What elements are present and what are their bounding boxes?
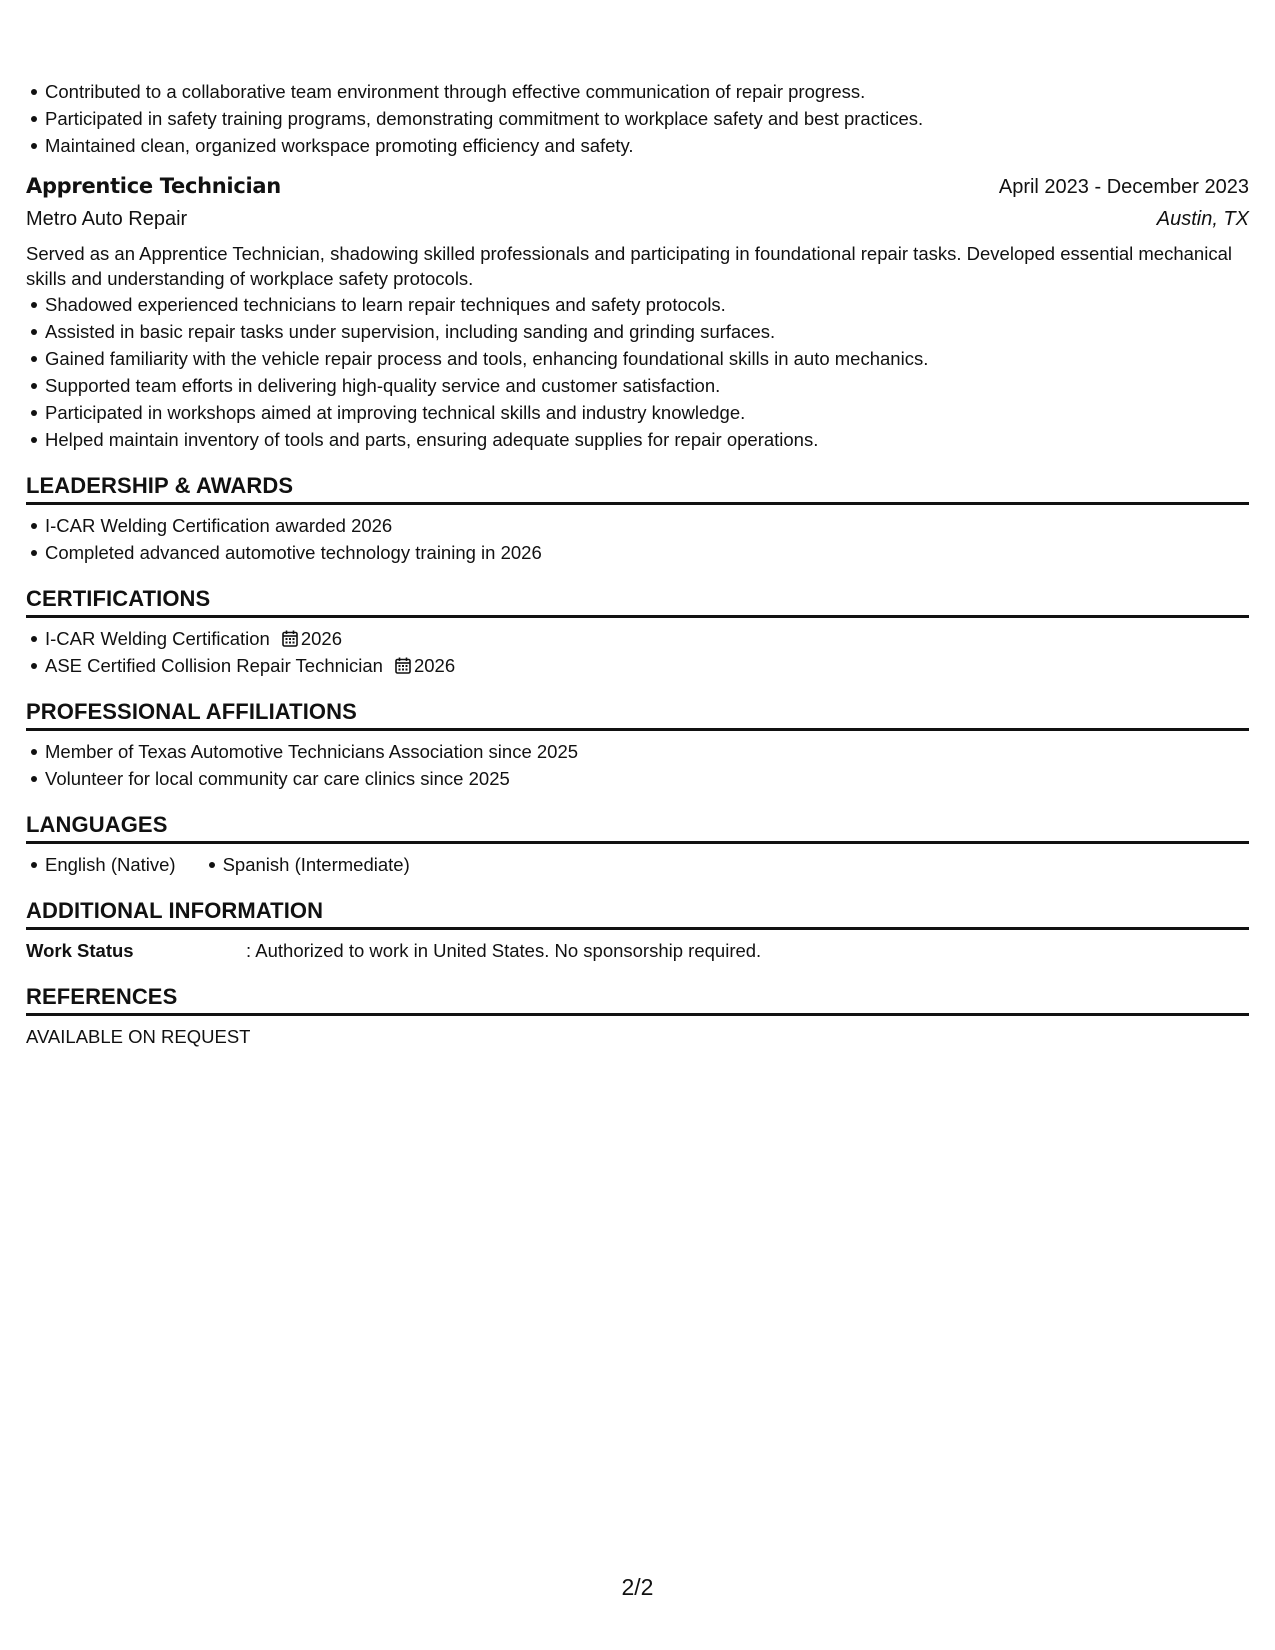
list-item: Volunteer for local community car care clinics since 2025 bbox=[26, 765, 1249, 792]
affiliations-section bbox=[26, 698, 1249, 792]
certification-name: I-CAR Welding Certification bbox=[45, 628, 270, 649]
references-section bbox=[26, 983, 1249, 1050]
job-header bbox=[26, 171, 1249, 202]
previous-job-bullets bbox=[26, 78, 1249, 159]
section-title: CERTIFICATIONS bbox=[26, 585, 1249, 618]
job-title: Apprentice Technician bbox=[26, 174, 281, 198]
list-item: Helped maintain inventory of tools and parts, ensuring adequate supplies for repair operations. bbox=[26, 426, 1249, 453]
list-item bbox=[26, 625, 1249, 652]
section-title: ADDITIONAL INFORMATION bbox=[26, 897, 1249, 930]
work-status-label: Work Status bbox=[26, 940, 134, 961]
work-status-row bbox=[26, 937, 1249, 964]
job-subheader bbox=[26, 205, 1249, 234]
list-item: Contributed to a collaborative team environment through effective communication of repair progress. bbox=[26, 78, 1249, 105]
languages-list bbox=[26, 851, 1249, 878]
additional-info-section bbox=[26, 897, 1249, 964]
calendar-icon bbox=[395, 657, 411, 674]
section-title: LEADERSHIP & AWARDS bbox=[26, 472, 1249, 505]
list-item: I-CAR Welding Certification awarded 2026 bbox=[26, 512, 1249, 539]
certifications-list bbox=[26, 625, 1249, 679]
certification-name: ASE Certified Collision Repair Technician bbox=[45, 655, 383, 676]
leadership-section bbox=[26, 472, 1249, 566]
resume-page bbox=[26, 78, 1249, 1050]
list-item: Gained familiarity with the vehicle repair process and tools, enhancing foundational skills in auto mechanics. bbox=[26, 345, 1249, 372]
list-item: Participated in workshops aimed at improving technical skills and industry knowledge. bbox=[26, 399, 1249, 426]
section-title: REFERENCES bbox=[26, 983, 1249, 1016]
certification-year: 2026 bbox=[413, 655, 456, 676]
section-title: PROFESSIONAL AFFILIATIONS bbox=[26, 698, 1249, 731]
work-status-value: : Authorized to work in United States. No sponsorship required. bbox=[246, 940, 762, 961]
languages-section bbox=[26, 811, 1249, 878]
company-name: Metro Auto Repair bbox=[26, 208, 188, 230]
list-item: Participated in safety training programs, demonstrating commitment to workplace safety and best practices. bbox=[26, 105, 1249, 132]
list-item: Shadowed experienced technicians to learn repair techniques and safety protocols. bbox=[26, 291, 1249, 318]
list-item: Assisted in basic repair tasks under supervision, including sanding and grinding surfaces. bbox=[26, 318, 1249, 345]
language-item: English (Native) bbox=[26, 851, 176, 878]
calendar-icon bbox=[282, 630, 298, 647]
certifications-section bbox=[26, 585, 1249, 679]
language-item: Spanish (Intermediate) bbox=[204, 851, 410, 878]
job-dates: April 2023 - December 2023 bbox=[998, 176, 1249, 198]
references-text: AVAILABLE ON REQUEST bbox=[26, 1026, 251, 1047]
page-number: 2/2 bbox=[621, 1574, 654, 1600]
list-item: Completed advanced automotive technology training in 2026 bbox=[26, 539, 1249, 566]
list-item bbox=[26, 652, 1249, 679]
list-item: Supported team efforts in delivering high-quality service and customer satisfaction. bbox=[26, 372, 1249, 399]
affiliations-list bbox=[26, 738, 1249, 792]
apprentice-job bbox=[26, 171, 1249, 453]
list-item: Maintained clean, organized workspace promoting efficiency and safety. bbox=[26, 132, 1249, 159]
job-bullets bbox=[26, 291, 1249, 453]
section-title: LANGUAGES bbox=[26, 811, 1249, 844]
leadership-list bbox=[26, 512, 1249, 566]
list-item: Member of Texas Automotive Technicians Association since 2025 bbox=[26, 738, 1249, 765]
job-location: Austin, TX bbox=[1156, 208, 1249, 230]
certification-year: 2026 bbox=[300, 628, 342, 649]
job-summary: Served as an Apprentice Technician, shadowing skilled professionals and participating in foundational repair tasks. Developed essential mechanical skills and understanding of workplace safety protocols. bbox=[26, 243, 1232, 289]
